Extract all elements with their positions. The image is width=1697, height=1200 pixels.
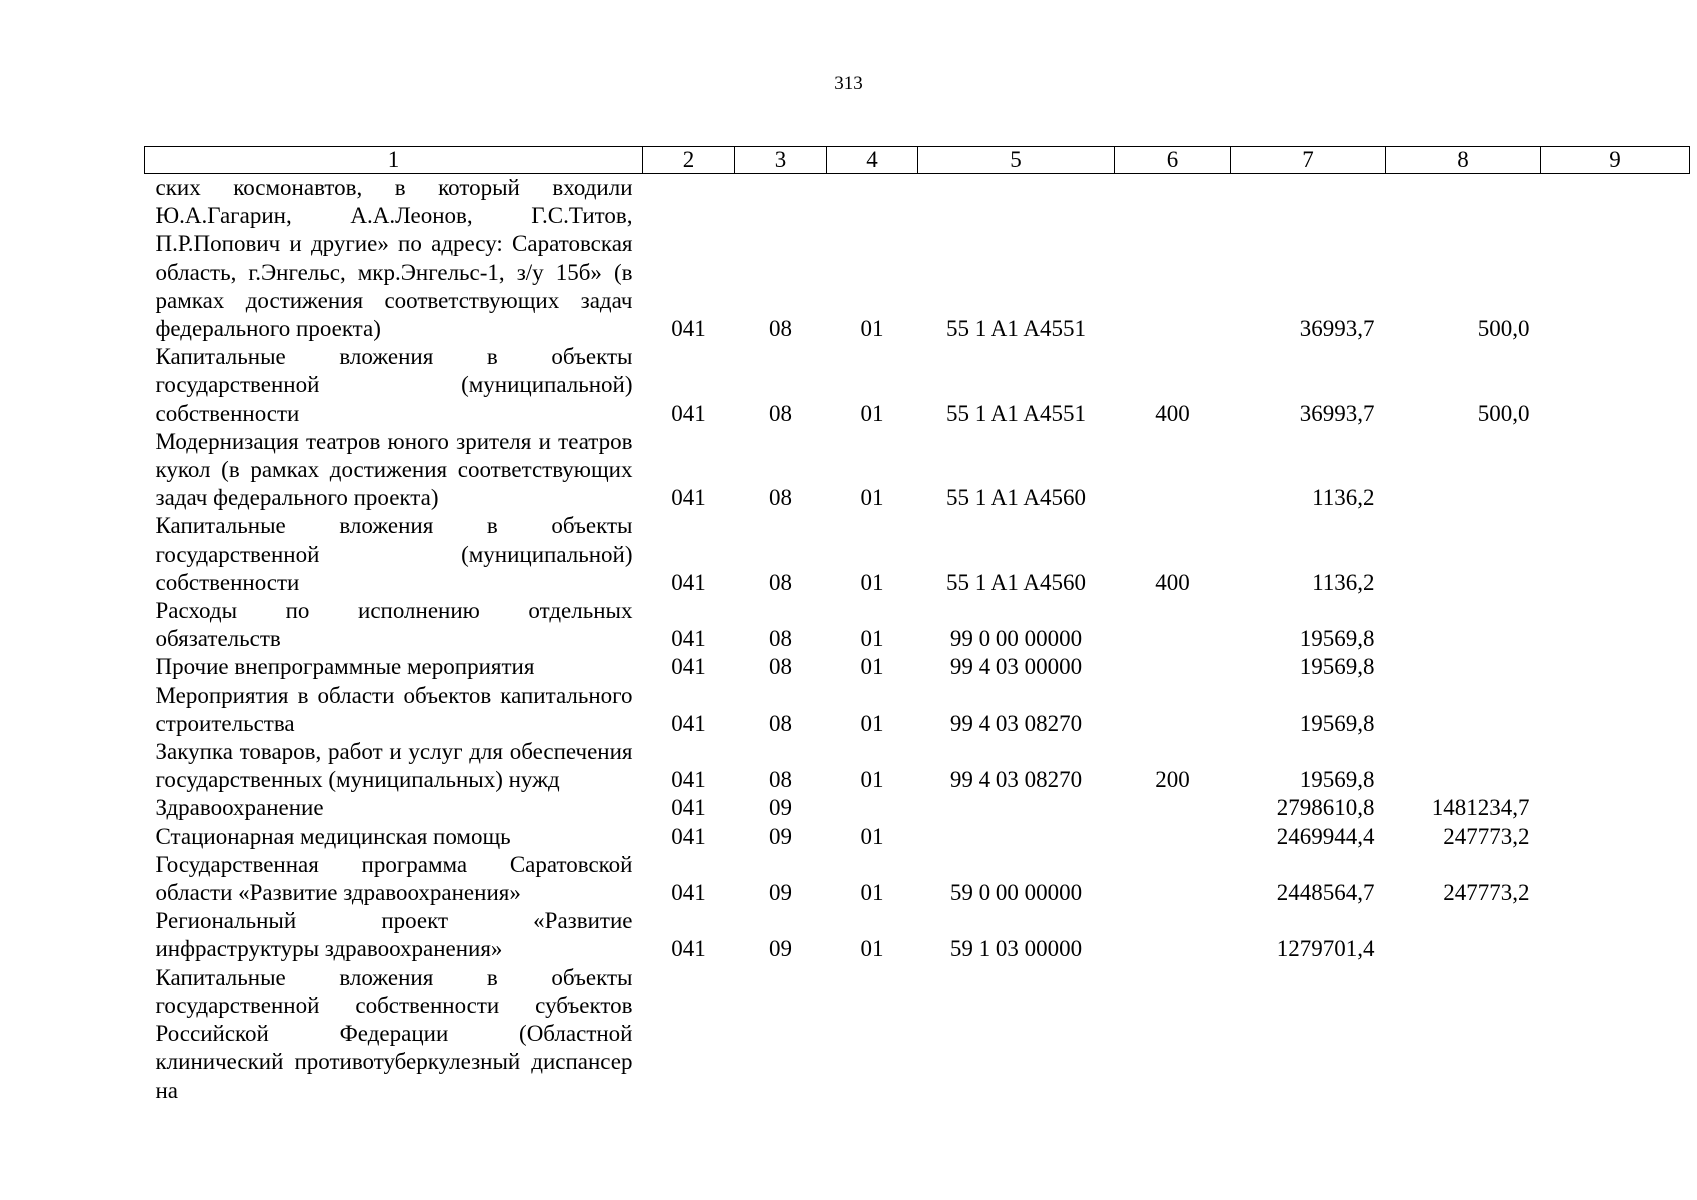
expense-type-cell [1115,851,1231,907]
target-article-cell: 55 1 A1 A4560 [946,569,1086,595]
amount-col9-cell [1541,682,1690,738]
expense-type-cell [1115,174,1231,344]
amount-federal-cell: 247773,2 [1443,823,1530,849]
row-name-cell: Здравоохранение [155,795,324,821]
header-cell-2: 2 [643,147,735,174]
amount-federal-cell [1386,682,1541,738]
row-name-cell: Закупка товаров, работ и услуг для обеспечения государственных (муниципальных) нужд [155,739,633,793]
expense-type-cell [1115,597,1231,653]
expense-type-cell [1115,682,1231,738]
target-article-cell: 99 4 03 00000 [949,654,1083,680]
section-code-cell [735,964,827,1105]
amount-col9-cell [1541,343,1690,428]
header-cell-1: 1 [145,147,643,174]
expense-type-cell [1115,823,1231,851]
target-article-cell [918,823,1115,851]
header-cell-3: 3 [735,147,827,174]
header-row [145,147,1690,174]
amount-col9-cell [1541,653,1690,681]
row-name-cell: Мероприятия в области объектов капитального строительства [155,682,633,736]
admin-code-cell: 041 [671,316,706,342]
amount-total-cell: 1279701,4 [1276,936,1375,962]
row-name-cell: Стационарная медицинская помощь [155,823,511,849]
section-code-cell: 08 [769,485,792,511]
admin-code-cell: 041 [671,795,706,821]
expense-type-cell [1115,964,1231,1105]
subsection-code-cell: 01 [860,654,884,680]
row-name-cell: Капитальные вложения в объекты государственной собственности субъектов Российской Федерации (Областной клинический противотуберкулезный диспансер на [155,964,633,1103]
amount-total-cell: 1136,2 [1312,485,1375,511]
amount-federal-cell [1386,512,1541,597]
budget-table [144,146,1690,1105]
admin-code-cell [643,964,735,1105]
target-article-cell: 99 4 03 08270 [949,710,1083,736]
subsection-code-cell: 01 [860,400,884,426]
expense-type-cell [1115,653,1231,681]
admin-code-cell: 041 [671,654,706,680]
amount-total-cell: 19569,8 [1299,626,1375,652]
admin-code-cell: 041 [671,936,706,962]
expense-type-cell [1115,794,1231,822]
table-row [145,907,1690,963]
table-row [145,653,1690,681]
expense-type-cell: 400 [1155,569,1190,595]
table-body [145,174,1690,1105]
section-code-cell: 08 [769,316,792,342]
amount-federal-cell [1386,653,1541,681]
target-article-cell: 55 1 A1 A4560 [946,485,1086,511]
amount-col9-cell [1541,907,1690,963]
amount-federal-cell [1386,964,1541,1105]
table-row [145,794,1690,822]
row-name-cell: ских космонавтов, в который входили Ю.А.Гагарин, А.А.Леонов, Г.С.Титов, П.Р.Попович и другие» по адресу: Саратовская область, г.Энгельс, мкр.Энгельс-1, з/у 15б» (в рамках достижения соответствующих задач федерального проекта) [155,175,633,342]
subsection-code-cell: 01 [860,936,884,962]
amount-total-cell: 19569,8 [1299,654,1375,680]
header-cell-9: 9 [1541,147,1690,174]
row-name-cell: Расходы по исполнению отдельных обязательств [155,598,633,652]
table-row [145,682,1690,738]
header-cell-5: 5 [918,147,1115,174]
admin-code-cell: 041 [671,767,706,793]
target-article-cell: 99 0 00 00000 [949,626,1083,652]
section-code-cell: 09 [769,795,792,821]
subsection-code-cell: 01 [860,626,884,652]
section-code-cell: 08 [769,400,792,426]
admin-code-cell: 041 [671,485,706,511]
target-article-cell: 59 0 00 00000 [949,880,1083,906]
amount-col9-cell [1541,512,1690,597]
table-row [145,343,1690,428]
row-name-cell: Капитальные вложения в объекты государственной (муниципальной) собственности [155,344,633,426]
target-article-cell: 59 1 03 00000 [949,936,1083,962]
admin-code-cell: 041 [671,626,706,652]
amount-federal-cell: 500,0 [1477,316,1530,342]
amount-federal-cell [1386,597,1541,653]
header-cell-4: 4 [827,147,918,174]
table-header [145,147,1690,174]
section-code-cell: 08 [769,654,792,680]
amount-total-cell: 2469944,4 [1276,823,1375,849]
table-row [145,851,1690,907]
amount-total-cell: 36993,7 [1299,400,1375,426]
expense-type-cell: 400 [1155,400,1190,426]
expense-type-cell [1115,907,1231,963]
amount-total-cell [1231,964,1386,1105]
amount-federal-cell [1386,907,1541,963]
section-code-cell: 08 [769,569,792,595]
expense-type-cell [1115,428,1231,513]
table-row [145,597,1690,653]
row-name-cell: Региональный проект «Развитие инфраструктуры здравоохранения» [155,908,633,962]
subsection-code-cell [827,964,918,1105]
admin-code-cell: 041 [671,880,706,906]
admin-code-cell: 041 [671,400,706,426]
amount-total-cell: 2448564,7 [1276,880,1375,906]
row-name-cell: Модернизация театров юного зрителя и театров кукол (в рамках достижения соответствующих задач федерального проекта) [155,428,633,511]
target-article-cell: 55 1 A1 A4551 [946,316,1086,342]
subsection-code-cell: 01 [860,485,884,511]
table-row [145,823,1690,851]
expense-type-cell: 200 [1155,767,1190,793]
subsection-code-cell: 01 [860,710,884,736]
section-code-cell: 09 [769,823,792,849]
target-article-cell: 55 1 A1 A4551 [946,400,1086,426]
admin-code-cell: 041 [671,569,706,595]
amount-federal-cell [1386,738,1541,794]
amount-col9-cell [1541,794,1690,822]
table-row [145,738,1690,794]
section-code-cell: 09 [769,936,792,962]
amount-total-cell: 19569,8 [1299,710,1375,736]
subsection-code-cell: 01 [860,569,884,595]
subsection-code-cell: 01 [860,316,884,342]
target-article-cell [918,794,1115,822]
amount-federal-cell: 247773,2 [1443,880,1530,906]
amount-col9-cell [1541,823,1690,851]
amount-federal-cell: 500,0 [1477,400,1530,426]
amount-total-cell: 1136,2 [1312,569,1375,595]
amount-federal-cell: 1481234,7 [1431,795,1530,821]
header-cell-7: 7 [1231,147,1386,174]
section-code-cell: 08 [769,767,792,793]
target-article-cell: 99 4 03 08270 [949,767,1083,793]
header-cell-6: 6 [1115,147,1231,174]
amount-col9-cell [1541,428,1690,513]
row-name-cell: Капитальные вложения в объекты государственной (муниципальной) собственности [155,513,633,595]
header-cell-8: 8 [1386,147,1541,174]
row-name-cell: Прочие внепрограммные мероприятия [155,654,535,680]
target-article-cell [918,964,1115,1105]
amount-total-cell: 2798610,8 [1276,795,1375,821]
amount-total-cell: 36993,7 [1299,316,1375,342]
section-code-cell: 08 [769,626,792,652]
amount-col9-cell [1541,851,1690,907]
subsection-code-cell: 01 [860,767,884,793]
amount-col9-cell [1541,738,1690,794]
subsection-code-cell: 01 [860,880,884,906]
amount-col9-cell [1541,597,1690,653]
subsection-code-cell: 01 [860,823,884,849]
table-row [145,428,1690,513]
page-number: 313 [834,73,863,94]
amount-federal-cell [1386,428,1541,513]
table-row [145,174,1690,344]
table-row [145,964,1690,1105]
amount-col9-cell [1541,964,1690,1105]
admin-code-cell: 041 [671,710,706,736]
section-code-cell: 08 [769,710,792,736]
amount-col9-cell [1541,174,1690,344]
subsection-code-cell [827,794,918,822]
row-name-cell: Государственная программа Саратовской области «Развитие здравоохранения» [155,851,633,906]
section-code-cell: 09 [769,880,792,906]
amount-total-cell: 19569,8 [1299,767,1375,793]
admin-code-cell: 041 [671,823,706,849]
table-row [145,512,1690,597]
